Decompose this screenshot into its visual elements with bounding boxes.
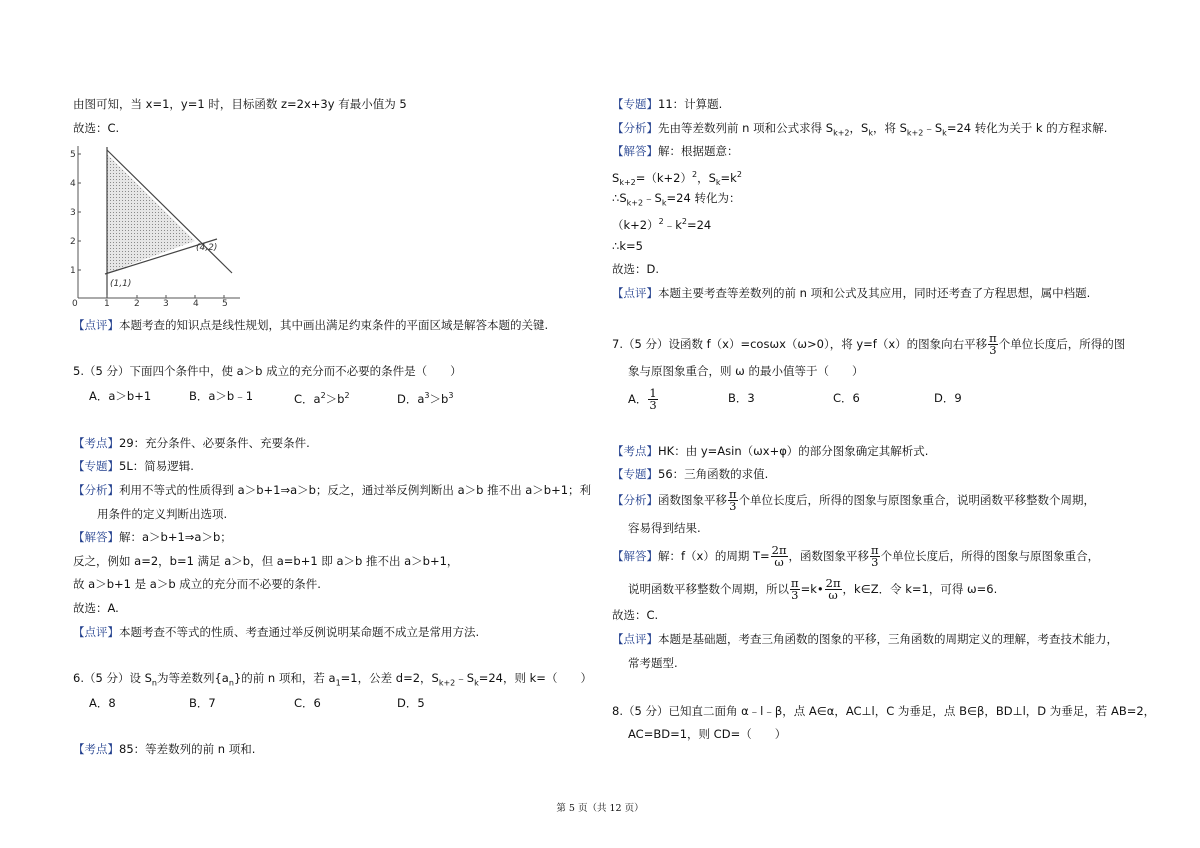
q8-stem-cont: AC=BD=1，则 CD=（ ） [628,727,787,741]
q4-answer: 故选：C. [73,121,120,135]
q7-stem-cont: 象与原图象重合，则 ω 的最小值等于（ ） [628,364,864,378]
q6-solution-line-4: ∴k=5 [612,239,643,253]
y-tick-4: 4 [70,179,76,189]
x-tick-1: 1 [104,299,110,309]
point-b-label: (4,2) [196,243,218,253]
q7-zhuanti: 【专题】56：三角函数的求值. [612,467,769,481]
q7-dianping: 【点评】本题是基础题，考查三角函数的图象的平移，三角函数的周期定义的理解，考查技术能力， [612,632,1118,646]
q6-option-d: D．5 [397,696,425,710]
q5-option-c: C．$a^2>b^2$ [294,391,350,406]
q7-kaodian: 【考点】HK：由 y=Asin（ωx+φ）的部分图象确定其解析式. [612,444,929,458]
q6-option-b: B．7 [189,696,216,710]
point-a-label: (1,1) [110,279,132,289]
feasible-region-graph [62,140,252,312]
x-origin-label: 0 [72,299,78,309]
q6-zhuanti: 【专题】11：计算题. [612,97,723,111]
shaded-region [107,154,195,273]
q6-option-a: A．8 [89,696,116,710]
q5-jieda: 【解答】解：a＞b+1⇒a＞b； [73,530,232,544]
q5-fenxi: 【分析】利用不等式的性质得到 a＞b+1⇒a＞b；反之，通过举反例判断出 a＞b 推不出 a＞b+1；利 [73,483,592,497]
q7-option-b: B．3 [728,391,755,405]
y-tick-5: 5 [70,150,76,160]
q6-solution-line-3: $(k+2)^2﹣k^2=24$ [612,217,712,232]
q5-solution-line-3: 故 a＞b+1 是 a＞b 成立的充分而不必要的条件. [73,577,321,591]
q7-dianping-cont: 常考题型. [628,656,678,670]
q6-jieda: 【解答】解：根据题意： [612,144,739,158]
q7-solution-line-2: 说明函数平移整数个周期，所以 $\frac{\pi}{3}$ =k• $\frac{2\pi}{\omega}$ ，k∈Z．令 k=1，可得 ω=6. [628,576,998,602]
x-tick-4: 4 [193,299,199,309]
q6-option-c: C．6 [294,696,321,710]
q5-kaodian: 【考点】29：充分条件、必要条件、充要条件. [73,436,310,450]
q6-stem: 6.（5 分）设 $S_n$为等差数列$\{a_n\}$的前 n 项和，若 $a_1=1$，公差 d=2，$S_{k+2}﹣S_k=24$，则 k=（ ） [73,671,592,688]
comment-tag: 【点评】 [73,318,119,332]
q6-dianping: 【点评】本题主要考查等差数列的前 n 项和公式及其应用，同时还考查了方程思想，属中档题. [612,286,1091,300]
q7-stem: 7.（5 分）设函数 f（x）=cosωx（ω>0），将 y=f（x）的图象向右平移 $\frac{\pi}{3}$ 个单位长度后，所得的图 [612,331,1126,357]
q5-option-d: D．$a^3>b^3$ [397,391,454,406]
q6-fenxi: 【分析】先由等差数列前 n 项和公式求得 $S_{k+2}$，$S_k$，将 $S_{k+2}﹣S_k=24$ 转化为关于 k 的方程求解. [612,121,1108,138]
q7-fenxi: 【分析】函数图象平移 $\frac{\pi}{3}$ 个单位长度后，所得的图象与原图象重合，说明函数平移整数个周期， [612,487,1096,513]
q6-solution-line-1: $S_{k+2}=(k+2)^2$，$S_k=k^2$ [612,170,742,188]
x-tick-5: 5 [222,299,228,309]
q7-option-a: A． $\frac{1}{3}$ [628,386,657,412]
q7-answer: 故选：C. [612,608,659,622]
q6-answer: 故选：D. [612,262,660,276]
y-tick-3: 3 [70,208,76,218]
q6-kaodian: 【考点】85：等差数列的前 n 项和. [73,742,256,756]
q5-dianping: 【点评】本题考查不等式的性质、考查通过举反例说明某命题不成立是常用方法. [73,625,480,639]
fraction-one-third: $\frac{1}{3}$ [649,386,657,412]
x-tick-3: 3 [163,299,169,309]
q4-comment: 【点评】本题考查的知识点是线性规划，其中画出满足约束条件的平面区域是解答本题的关键. [73,318,549,332]
q5-solution-line-2: 反之，例如 a=2，b=1 满足 a＞b，但 a=b+1 即 a＞b 推不出 a＞b+1， [73,554,459,568]
q8-stem: 8.（5 分）已知直二面角 α﹣l﹣β，点 A∈α，AC⊥l，C 为垂足，点 B∈β，BD⊥l，D 为垂足，若 AB=2， [612,704,1156,718]
q7-jieda: 【解答】解：f（x）的周期 T= $\frac{2\pi}{\omega}$ ，函数图象平移 $\frac{\pi}{3}$ 个单位长度后，所得的图象与原图象重合， [612,543,1100,569]
q6-solution-line-2: $\therefore S_{k+2}﹣S_k=24$ 转化为： [612,191,741,208]
q7-option-d: D．9 [934,391,962,405]
q7-fenxi-cont: 容易得到结果. [628,521,701,535]
q4-conclusion: 由图可知，当 x=1，y=1 时，目标函数 z=2x+3y 有最小值为 5 [73,97,407,111]
q5-answer: 故选：A. [73,601,119,615]
y-tick-2: 2 [70,237,76,247]
q5-zhuanti: 【专题】5L：简易逻辑. [73,459,194,473]
y-tick-1: 1 [70,266,76,276]
q5-fenxi-cont: 用条件的定义判断出选项. [97,507,228,521]
page-footer: 第 5 页（共 12 页） [556,803,644,814]
q5-option-a: A．a＞b+1 [89,389,152,403]
q7-option-c: C．6 [833,391,860,405]
q5-stem: 5.（5 分）下面四个条件中，使 a＞b 成立的充分而不必要的条件是（ ） [73,364,462,378]
fraction-pi-over-3: $\frac{\pi}{3}$ [989,331,997,357]
q5-option-b: B．a＞b﹣1 [189,389,254,403]
x-tick-2: 2 [134,299,140,309]
